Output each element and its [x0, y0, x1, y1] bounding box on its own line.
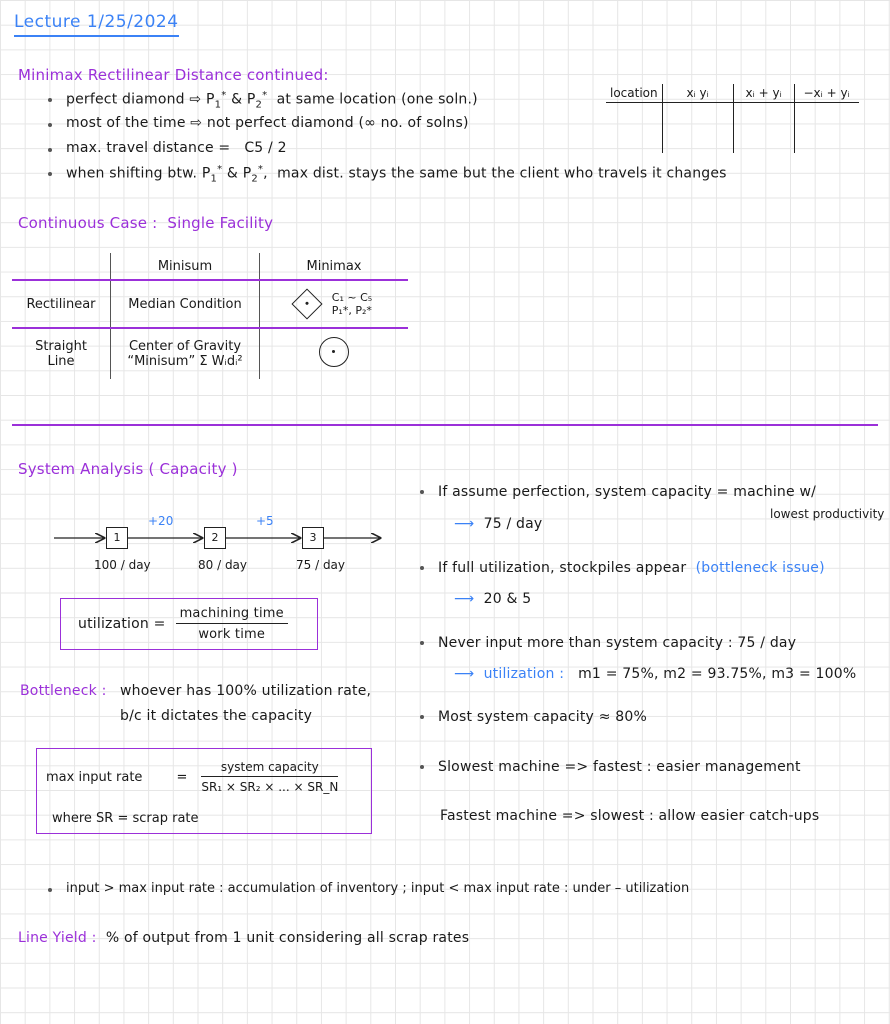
- minimax-bullet-2: most of the time ⇨ not perfect diamond (∞ no. of solns): [66, 115, 469, 131]
- bullet: [420, 765, 424, 769]
- input-rate-note: input > max input rate : accumulation of inventory ; input < max input rate : under – utilization: [66, 881, 690, 896]
- table-cell: [606, 103, 662, 154]
- util-numerator: machining time: [176, 606, 288, 624]
- arrow-icon: ⇨: [189, 91, 202, 108]
- center-of-gravity: Center of Gravity “Minisum” Σ Wᵢdᵢ²: [111, 328, 260, 379]
- arrow-icon: ⟶: [454, 666, 475, 682]
- note-stockpiles-result: ⟶ 20 & 5: [454, 591, 532, 607]
- arrow-icon: ⇨: [190, 115, 203, 131]
- table-cell: [733, 103, 794, 154]
- utilization-formula: utilization = $\frac{\text{machining time}}{\text{work time}}$: [78, 606, 288, 642]
- note-fastest-machine: Fastest machine => slowest : allow easier catch-ups: [440, 808, 820, 824]
- arrow-icon: ⟶: [454, 516, 475, 532]
- minimax-bullet-3: max. travel distance = C5 / 2: [66, 140, 287, 156]
- stockpile-2: +5: [256, 514, 274, 528]
- bottleneck-line-1: whoever has 100% utilization rate,: [120, 683, 372, 699]
- table-cell: [662, 103, 733, 154]
- bullet: [48, 98, 52, 102]
- bullet: [420, 715, 424, 719]
- line-yield: [18, 930, 469, 946]
- minimax-bullet-1: perfect diamond ⇨ $P_1^*$ & $P_2^*$ at same location (one soln.): [66, 90, 478, 111]
- median-condition: Median Condition: [111, 280, 260, 328]
- machine-2-box: 2: [204, 527, 226, 549]
- note-never-input: Never input more than system capacity : 75 / day: [438, 635, 797, 651]
- bullet: [48, 172, 52, 176]
- table-cell: [794, 103, 859, 154]
- bottleneck-line-2: b/c it dictates the capacity: [120, 708, 313, 724]
- minimax-bullet-4: when shifting btw. $P_1^*$ & $P_2^*$, max dist. stays the same but the client who travels it changes: [66, 164, 727, 185]
- machine-2-rate: 80 / day: [198, 558, 248, 572]
- bottleneck-label: Bottleneck :: [20, 683, 107, 699]
- note-perfection-result: ⟶ 75 / day: [454, 516, 543, 532]
- note-most-capacity: Most system capacity ≈ 80%: [438, 709, 647, 725]
- bullet: [420, 490, 424, 494]
- note-lowest-productivity: lowest productivity: [770, 507, 885, 521]
- max-input-formula: max input rate = $\frac{\text{system capacity}}{\text{SR₁ × SR₂ × ... × SR\_N}}$: [46, 760, 339, 794]
- minimax-header: Minimax: [260, 253, 409, 280]
- maxin-numerator: system capacity: [201, 760, 338, 777]
- system-heading: System Analysis ( Capacity ): [18, 460, 238, 478]
- minisum-header: Minisum: [111, 253, 260, 280]
- neg-x-plus-y-header: −xᵢ + yᵢ: [794, 84, 859, 103]
- maxin-denominator: SR₁ × SR₂ × ... × SR_N: [201, 780, 339, 794]
- minimax-heading: Minimax Rectilinear Distance continued:: [18, 66, 329, 84]
- bullet: [48, 123, 52, 127]
- diamond-icon: [291, 288, 322, 319]
- bullet: [420, 641, 424, 645]
- section-divider: [12, 424, 878, 426]
- location-table: [606, 84, 859, 153]
- row-label-straight-line: Straight Line: [35, 339, 87, 369]
- scrap-rate-note: where SR = scrap rate: [52, 811, 199, 826]
- line-yield-text: % of output from 1 unit considering all scrap rates: [105, 930, 470, 946]
- util-denominator: work time: [198, 627, 266, 642]
- machine-1-rate: 100 / day: [94, 558, 151, 572]
- machine-3-rate: 75 / day: [296, 558, 346, 572]
- facility-table: [12, 253, 408, 379]
- machine-3-box: 3: [302, 527, 324, 549]
- minimax-rectilinear-cell: C₁ ~ C₅ P₁*, P₂*: [260, 280, 409, 328]
- note-perfection: If assume perfection, system capacity = machine w/: [438, 484, 817, 500]
- location-header: location: [606, 84, 662, 103]
- stockpile-1: +20: [148, 514, 174, 528]
- machine-1-box: 1: [106, 527, 128, 549]
- note-utilization-values: ⟶ utilization : m1 = 75%, m2 = 93.75%, m3 = 100%: [454, 666, 857, 682]
- note-full-utilization: If full utilization, stockpiles appear (bottleneck issue): [438, 560, 825, 576]
- xy-header: xᵢ yᵢ: [662, 84, 733, 103]
- bullet: [420, 566, 424, 570]
- note-slowest-machine: Slowest machine => fastest : easier management: [438, 759, 801, 775]
- circle-icon: [319, 337, 349, 367]
- minimax-straight-cell: [260, 328, 409, 379]
- arrow-icon: ⟶: [454, 591, 475, 607]
- x-plus-y-header: xᵢ + yᵢ: [733, 84, 794, 103]
- lecture-title: Lecture 1/25/2024: [14, 12, 179, 37]
- row-label-rectilinear: Rectilinear: [12, 280, 111, 328]
- bullet: [48, 888, 52, 892]
- table-cell: [12, 253, 111, 280]
- line-yield-label: Line Yield :: [18, 930, 97, 946]
- continuous-heading: Continuous Case : Single Facility: [18, 214, 274, 232]
- bullet: [48, 148, 52, 152]
